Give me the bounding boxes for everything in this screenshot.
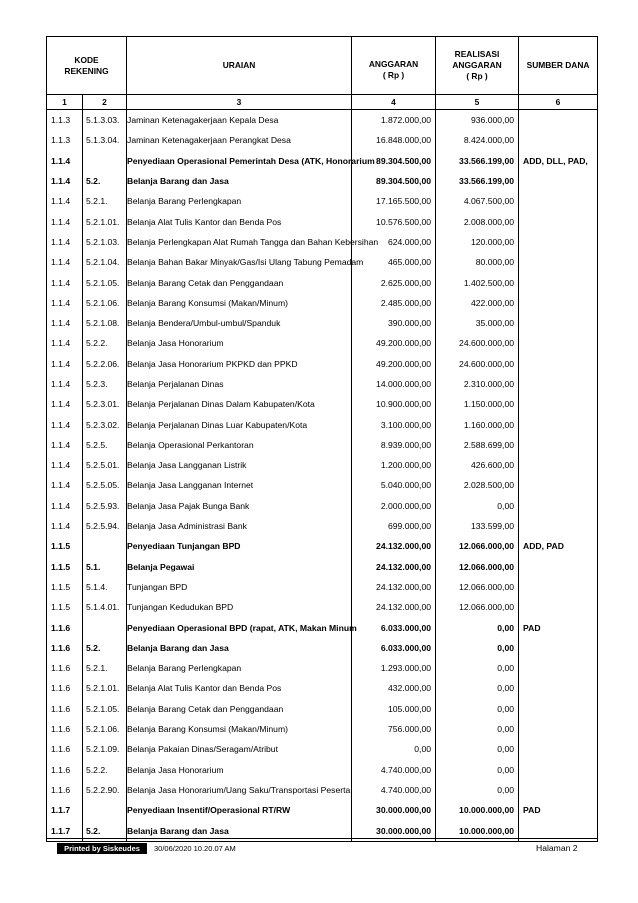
sumber-dana-value (519, 780, 598, 800)
realisasi-value: 12.066.000,00 (436, 536, 519, 556)
realisasi-value: 0,00 (436, 638, 519, 658)
sumber-dana-value: PAD (519, 617, 598, 637)
uraian: Belanja Operasional Perkantoran (127, 435, 352, 455)
table-row (47, 577, 598, 597)
table-row (47, 739, 598, 759)
anggaran-value: 0,00 (352, 739, 436, 759)
sumber-dana-value (519, 171, 598, 191)
realisasi-value: 80.000,00 (436, 252, 519, 272)
page-number: Halaman 2 (536, 843, 578, 853)
uraian: Belanja Barang Perlengkapan (127, 191, 352, 211)
anggaran-value: 699.000,00 (352, 516, 436, 536)
realisasi-value: 12.066.000,00 (436, 557, 519, 577)
uraian: Belanja Barang Konsumsi (Makan/Minum) (127, 719, 352, 739)
anggaran-value: 6.033.000,00 (352, 617, 436, 637)
sumber-dana-value (519, 475, 598, 495)
kode-rekening: 5.2. (83, 820, 127, 841)
realisasi-value: 0,00 (436, 617, 519, 637)
anggaran-value: 8.939.000,00 (352, 435, 436, 455)
table-row (47, 536, 598, 556)
table-row (47, 171, 598, 191)
sumber-dana-value (519, 394, 598, 414)
kode-level-1: 1.1.4 (47, 414, 83, 434)
kode-level-1: 1.1.4 (47, 191, 83, 211)
table-body (47, 110, 598, 842)
budget-realization-table (46, 36, 598, 842)
realisasi-value: 0,00 (436, 739, 519, 759)
realisasi-value: 120.000,00 (436, 232, 519, 252)
table-row (47, 354, 598, 374)
kode-rekening: 5.2. (83, 171, 127, 191)
sumber-dana-value (519, 272, 598, 292)
table-row (47, 678, 598, 698)
kode-level-1: 1.1.4 (47, 313, 83, 333)
table-row (47, 435, 598, 455)
uraian: Tunjangan BPD (127, 577, 352, 597)
sumber-dana-value (519, 110, 598, 131)
kode-level-1: 1.1.4 (47, 211, 83, 231)
uraian: Penyediaan Operasional BPD (rapat, ATK, Makan Minum (127, 617, 352, 637)
uraian: Belanja Perlengkapan Alat Rumah Tangga dan Bahan Kebersihan (127, 232, 352, 252)
kode-rekening: 5.2.3.02. (83, 414, 127, 434)
sumber-dana-value (519, 232, 598, 252)
uraian: Belanja Jasa Honorarium PKPKD dan PPKD (127, 354, 352, 374)
anggaran-value: 10.576.500,00 (352, 211, 436, 231)
table-row (47, 699, 598, 719)
sumber-dana-value (519, 374, 598, 394)
uraian: Belanja Barang dan Jasa (127, 820, 352, 841)
table-row (47, 252, 598, 272)
kode-level-1: 1.1.4 (47, 435, 83, 455)
kode-rekening: 5.2. (83, 638, 127, 658)
anggaran-value: 2.485.000,00 (352, 293, 436, 313)
kode-level-1: 1.1.4 (47, 516, 83, 536)
sumber-dana-value (519, 414, 598, 434)
header-realisasi-label: REALISASI ANGGARAN (452, 49, 502, 70)
uraian: Belanja Jasa Langganan Internet (127, 475, 352, 495)
uraian: Penyediaan Insentif/Operasional RT/RW (127, 800, 352, 820)
kode-level-1: 1.1.3 (47, 130, 83, 150)
anggaran-value: 24.132.000,00 (352, 557, 436, 577)
kode-rekening: 5.2.5.05. (83, 475, 127, 495)
table-row (47, 333, 598, 353)
anggaran-value: 4.740.000,00 (352, 780, 436, 800)
anggaran-value: 24.132.000,00 (352, 597, 436, 617)
kode-rekening: 5.2.1.06. (83, 293, 127, 313)
sumber-dana-value (519, 435, 598, 455)
kode-level-1: 1.1.6 (47, 739, 83, 759)
uraian: Penyediaan Tunjangan BPD (127, 536, 352, 556)
kode-level-1: 1.1.4 (47, 333, 83, 353)
sumber-dana-value (519, 455, 598, 475)
table-row (47, 293, 598, 313)
realisasi-value: 2.028.500,00 (436, 475, 519, 495)
kode-rekening: 5.2.1.06. (83, 719, 127, 739)
realisasi-value: 0,00 (436, 719, 519, 739)
anggaran-value: 49.200.000,00 (352, 354, 436, 374)
header-realisasi-unit: ( Rp ) (466, 71, 488, 81)
sumber-dana-value (519, 496, 598, 516)
anggaran-value: 3.100.000,00 (352, 414, 436, 434)
kode-level-1: 1.1.6 (47, 638, 83, 658)
anggaran-value: 1.872.000,00 (352, 110, 436, 131)
kode-level-1: 1.1.4 (47, 293, 83, 313)
realisasi-value: 24.600.000,00 (436, 354, 519, 374)
sumber-dana-value (519, 577, 598, 597)
anggaran-value: 1.200.000,00 (352, 455, 436, 475)
uraian: Belanja Jasa Administrasi Bank (127, 516, 352, 536)
anggaran-value: 390.000,00 (352, 313, 436, 333)
uraian: Belanja Jasa Honorarium (127, 760, 352, 780)
table-row (47, 414, 598, 434)
kode-rekening: 5.2.1.03. (83, 232, 127, 252)
kode-rekening: 5.2.1.01. (83, 211, 127, 231)
uraian: Belanja Jasa Honorarium (127, 333, 352, 353)
sumber-dana-value: ADD, PAD (519, 536, 598, 556)
sumber-dana-value (519, 516, 598, 536)
kode-rekening: 5.2.1.08. (83, 313, 127, 333)
table-row (47, 800, 598, 820)
sumber-dana-value (519, 638, 598, 658)
realisasi-value: 2.310.000,00 (436, 374, 519, 394)
table-row (47, 191, 598, 211)
kode-rekening: 5.2.1.04. (83, 252, 127, 272)
realisasi-value: 35.000,00 (436, 313, 519, 333)
kode-rekening: 5.2.2. (83, 760, 127, 780)
kode-level-1: 1.1.4 (47, 151, 83, 171)
uraian: Belanja Perjalanan Dinas (127, 374, 352, 394)
sumber-dana-value (519, 354, 598, 374)
realisasi-value: 0,00 (436, 780, 519, 800)
column-number: 2 (83, 95, 127, 110)
sumber-dana-value (519, 252, 598, 272)
sumber-dana-value (519, 597, 598, 617)
uraian: Belanja Barang Konsumsi (Makan/Minum) (127, 293, 352, 313)
kode-rekening: 5.2.2. (83, 333, 127, 353)
kode-rekening: 5.2.5.94. (83, 516, 127, 536)
realisasi-value: 12.066.000,00 (436, 597, 519, 617)
kode-level-1: 1.1.6 (47, 617, 83, 637)
table-row (47, 597, 598, 617)
column-number: 3 (127, 95, 352, 110)
kode-rekening: 5.1. (83, 557, 127, 577)
realisasi-value: 10.000.000,00 (436, 800, 519, 820)
sumber-dana-value (519, 333, 598, 353)
kode-level-1: 1.1.7 (47, 800, 83, 820)
anggaran-value: 89.304.500,00 (352, 151, 436, 171)
kode-rekening: 5.2.1.05. (83, 699, 127, 719)
header-anggaran-label: ANGGARAN (368, 58, 419, 69)
anggaran-value: 2.625.000,00 (352, 272, 436, 292)
uraian: Belanja Jasa Langganan Listrik (127, 455, 352, 475)
anggaran-value: 6.033.000,00 (352, 638, 436, 658)
sumber-dana-value (519, 658, 598, 678)
anggaran-value: 17.165.500,00 (352, 191, 436, 211)
kode-rekening: 5.1.3.03. (83, 110, 127, 131)
uraian: Jaminan Ketenagakerjaan Kepala Desa (127, 110, 352, 131)
header-anggaran-unit: ( Rp ) (382, 69, 405, 80)
realisasi-value: 133.599,00 (436, 516, 519, 536)
sumber-dana-value (519, 313, 598, 333)
header-kode-rekening: KODE REKENING (47, 37, 127, 95)
realisasi-value: 2.588.699,00 (436, 435, 519, 455)
table-header-row (47, 37, 598, 95)
sumber-dana-value (519, 719, 598, 739)
sumber-dana-value (519, 760, 598, 780)
column-number: 6 (519, 95, 598, 110)
sumber-dana-value (519, 191, 598, 211)
realisasi-value: 0,00 (436, 760, 519, 780)
kode-rekening (83, 536, 127, 556)
realisasi-value: 422.000,00 (436, 293, 519, 313)
kode-level-1: 1.1.5 (47, 557, 83, 577)
table-row (47, 110, 598, 131)
uraian: Belanja Barang dan Jasa (127, 638, 352, 658)
realisasi-value: 1.402.500,00 (436, 272, 519, 292)
header-anggaran (352, 37, 436, 95)
realisasi-value: 10.000.000,00 (436, 820, 519, 841)
kode-rekening (83, 617, 127, 637)
table-row (47, 516, 598, 536)
kode-level-1: 1.1.6 (47, 699, 83, 719)
table-row (47, 313, 598, 333)
uraian: Jaminan Ketenagakerjaan Perangkat Desa (127, 130, 352, 150)
column-number: 4 (352, 95, 436, 110)
sumber-dana-value (519, 699, 598, 719)
table-row (47, 374, 598, 394)
anggaran-value: 30.000.000,00 (352, 820, 436, 841)
sumber-dana-value (519, 293, 598, 313)
uraian: Belanja Jasa Pajak Bunga Bank (127, 496, 352, 516)
kode-rekening: 5.2.5.01. (83, 455, 127, 475)
kode-rekening: 5.2.1.09. (83, 739, 127, 759)
kode-level-1: 1.1.4 (47, 171, 83, 191)
uraian: Belanja Barang dan Jasa (127, 171, 352, 191)
anggaran-value: 5.040.000,00 (352, 475, 436, 495)
table-row (47, 658, 598, 678)
kode-rekening: 5.1.4. (83, 577, 127, 597)
anggaran-value: 4.740.000,00 (352, 760, 436, 780)
realisasi-value: 33.566.199,00 (436, 171, 519, 191)
table-row (47, 475, 598, 495)
kode-level-1: 1.1.6 (47, 719, 83, 739)
uraian: Belanja Pegawai (127, 557, 352, 577)
sumber-dana-value (519, 739, 598, 759)
kode-rekening (83, 151, 127, 171)
kode-rekening: 5.2.2.90. (83, 780, 127, 800)
kode-level-1: 1.1.4 (47, 475, 83, 495)
realisasi-value: 936.000,00 (436, 110, 519, 131)
anggaran-value: 105.000,00 (352, 699, 436, 719)
table-row (47, 780, 598, 800)
kode-rekening: 5.2.2.06. (83, 354, 127, 374)
kode-level-1: 1.1.4 (47, 354, 83, 374)
table-row (47, 760, 598, 780)
kode-level-1: 1.1.5 (47, 536, 83, 556)
kode-rekening: 5.2.3.01. (83, 394, 127, 414)
table-row (47, 638, 598, 658)
kode-level-1: 1.1.3 (47, 110, 83, 131)
sumber-dana-value: PAD (519, 800, 598, 820)
realisasi-value: 2.008.000,00 (436, 211, 519, 231)
column-number: 5 (436, 95, 519, 110)
header-sumber-dana: SUMBER DANA (519, 37, 598, 95)
sumber-dana-value (519, 557, 598, 577)
realisasi-value: 8.424.000,00 (436, 130, 519, 150)
anggaran-value: 16.848.000,00 (352, 130, 436, 150)
column-number: 1 (47, 95, 83, 110)
realisasi-value: 0,00 (436, 496, 519, 516)
kode-rekening: 5.2.5.93. (83, 496, 127, 516)
kode-level-1: 1.1.4 (47, 496, 83, 516)
table-row (47, 455, 598, 475)
kode-rekening: 5.1.3.04. (83, 130, 127, 150)
uraian: Belanja Barang Perlengkapan (127, 658, 352, 678)
uraian: Belanja Barang Cetak dan Penggandaan (127, 272, 352, 292)
kode-level-1: 1.1.4 (47, 455, 83, 475)
table-row (47, 617, 598, 637)
sumber-dana-value (519, 130, 598, 150)
kode-level-1: 1.1.4 (47, 394, 83, 414)
kode-rekening: 5.2.1.05. (83, 272, 127, 292)
kode-level-1: 1.1.4 (47, 252, 83, 272)
anggaran-value: 465.000,00 (352, 252, 436, 272)
kode-rekening: 5.2.1. (83, 658, 127, 678)
kode-rekening (83, 800, 127, 820)
anggaran-value: 14.000.000,00 (352, 374, 436, 394)
table-row (47, 232, 598, 252)
realisasi-value: 0,00 (436, 678, 519, 698)
anggaran-value: 24.132.000,00 (352, 536, 436, 556)
realisasi-value: 426.600,00 (436, 455, 519, 475)
uraian: Belanja Alat Tulis Kantor dan Benda Pos (127, 678, 352, 698)
kode-rekening: 5.2.1. (83, 191, 127, 211)
table-row (47, 394, 598, 414)
uraian: Belanja Alat Tulis Kantor dan Benda Pos (127, 211, 352, 231)
uraian: Belanja Perjalanan Dinas Luar Kabupaten/Kota (127, 414, 352, 434)
anggaran-value: 756.000,00 (352, 719, 436, 739)
printed-date: 30/06/2020 10.20.07 AM (154, 844, 236, 853)
kode-level-1: 1.1.7 (47, 820, 83, 841)
kode-level-1: 1.1.4 (47, 374, 83, 394)
column-number-row (47, 95, 598, 110)
sumber-dana-value: ADD, DLL, PAD, (519, 151, 598, 171)
uraian: Belanja Jasa Honorarium/Uang Saku/Transportasi Peserta (127, 780, 352, 800)
table-row (47, 496, 598, 516)
kode-level-1: 1.1.6 (47, 658, 83, 678)
realisasi-value: 12.066.000,00 (436, 577, 519, 597)
realisasi-value: 24.600.000,00 (436, 333, 519, 353)
kode-level-1: 1.1.6 (47, 760, 83, 780)
table-row (47, 719, 598, 739)
kode-level-1: 1.1.5 (47, 577, 83, 597)
anggaran-value: 624.000,00 (352, 232, 436, 252)
printed-by-badge: Printed by Siskeudes (57, 843, 147, 854)
realisasi-value: 33.566.199,00 (436, 151, 519, 171)
table-row (47, 272, 598, 292)
realisasi-value: 4.067.500,00 (436, 191, 519, 211)
header-uraian: URAIAN (127, 37, 352, 95)
uraian: Belanja Pakaian Dinas/Seragam/Atribut (127, 739, 352, 759)
kode-rekening: 5.1.4.01. (83, 597, 127, 617)
anggaran-value: 432.000,00 (352, 678, 436, 698)
anggaran-value: 24.132.000,00 (352, 577, 436, 597)
realisasi-value: 0,00 (436, 658, 519, 678)
table-row (47, 130, 598, 150)
header-realisasi (436, 37, 519, 95)
anggaran-value: 2.000.000,00 (352, 496, 436, 516)
realisasi-value: 1.160.000,00 (436, 414, 519, 434)
table-row (47, 557, 598, 577)
anggaran-value: 49.200.000,00 (352, 333, 436, 353)
kode-rekening: 5.2.1.01. (83, 678, 127, 698)
anggaran-value: 89.304.500,00 (352, 171, 436, 191)
kode-level-1: 1.1.6 (47, 678, 83, 698)
kode-level-1: 1.1.5 (47, 597, 83, 617)
kode-level-1: 1.1.4 (47, 232, 83, 252)
footer-divider (46, 838, 597, 839)
kode-rekening: 5.2.3. (83, 374, 127, 394)
realisasi-value: 0,00 (436, 699, 519, 719)
uraian: Belanja Perjalanan Dinas Dalam Kabupaten/Kota (127, 394, 352, 414)
anggaran-value: 10.900.000,00 (352, 394, 436, 414)
uraian: Belanja Bendera/Umbul-umbul/Spanduk (127, 313, 352, 333)
uraian: Tunjangan Kedudukan BPD (127, 597, 352, 617)
kode-rekening: 5.2.5. (83, 435, 127, 455)
table-row (47, 211, 598, 231)
realisasi-value: 1.150.000,00 (436, 394, 519, 414)
sumber-dana-value (519, 678, 598, 698)
uraian: Belanja Barang Cetak dan Penggandaan (127, 699, 352, 719)
uraian: Penyediaan Operasional Pemerintah Desa (ATK, Honorarium (127, 151, 352, 171)
table-row (47, 151, 598, 171)
anggaran-value: 30.000.000,00 (352, 800, 436, 820)
kode-level-1: 1.1.4 (47, 272, 83, 292)
uraian: Belanja Bahan Bakar Minyak/Gas/Isi Ulang Tabung Pemadam (127, 252, 352, 272)
sumber-dana-value (519, 211, 598, 231)
anggaran-value: 1.293.000,00 (352, 658, 436, 678)
kode-level-1: 1.1.6 (47, 780, 83, 800)
